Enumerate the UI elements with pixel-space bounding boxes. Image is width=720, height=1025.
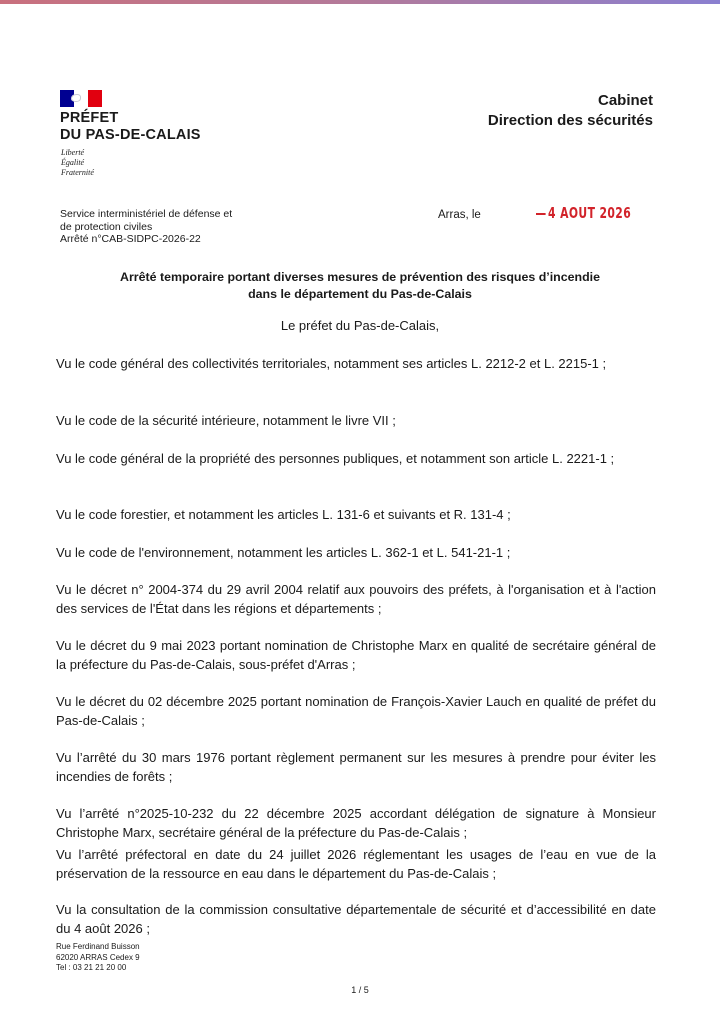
title-line: dans le département du Pas-de-Calais: [248, 287, 472, 301]
prefet-name-line: PRÉFET: [60, 110, 119, 126]
republic-motto: [61, 148, 94, 178]
footer-address: [56, 942, 140, 974]
motto-fraternite: Fraternité: [61, 168, 94, 177]
date-stamp: [536, 204, 631, 222]
visa-paragraph: Vu le code général des collectivités territoriales, notamment ses articles L. 2212-2 et L. 2215-1 ;: [56, 356, 607, 371]
address-phone: Tel : 03 21 21 20 00: [56, 963, 127, 972]
title-line: Arrêté temporaire portant diverses mesures de prévention des risques d’incendie: [120, 270, 600, 284]
document-title: [80, 269, 640, 303]
visa-paragraph: Vu l’arrêté du 30 mars 1976 portant règlement permanent sur les mesures à prendre pour éviter les incendies de forêts ;: [56, 750, 656, 784]
cabinet-label: Cabinet: [597, 92, 653, 109]
stamp-dash-icon: [536, 213, 546, 215]
visa-paragraph: Vu le code de la sécurité intérieure, notamment le livre VII ;: [56, 413, 396, 428]
visa-paragraph: Vu la consultation de la commission consultative départementale de sécurité et d’accessibilité en date du 4 août 2026 ;: [56, 902, 656, 936]
address-line: 62020 ARRAS Cedex 9: [56, 952, 140, 962]
prefet-line: Le préfet du Pas-de-Calais,: [280, 318, 440, 333]
visa-paragraph: Vu le code général de la propriété des personnes publiques, et notamment son article L. 2221-1 ;: [56, 451, 615, 466]
prefet-name-line: DU PAS-DE-CALAIS: [60, 127, 201, 143]
office-heading: [488, 91, 653, 131]
arrete-number: Arrêté n°CAB-SIDPC-2026-22: [60, 233, 201, 245]
stamp-date-text: 4 AOUT 2026: [548, 204, 632, 222]
address-line: Rue Ferdinand Buisson: [56, 942, 140, 951]
service-line: de protection civiles: [60, 220, 153, 233]
direction-label: Direction des sécurités: [487, 112, 653, 129]
visa-paragraph: Vu le décret du 02 décembre 2025 portant nomination de François-Xavier Lauch en qualité de préfet du Pas-de-Calais ;: [56, 694, 656, 728]
visa-paragraph: Vu le décret n° 2004-374 du 29 avril 2004 relatif aux pouvoirs des préfets, à l'organisation et à l'action des services de l'État dans les régions et départements ;: [56, 582, 656, 616]
visa-paragraph: Vu l’arrêté n°2025-10-232 du 22 décembre 2025 accordant délégation de signature à Monsieur Christophe Marx, secrétaire général de la préfecture du Pas-de-Calais ;: [56, 806, 656, 840]
visa-paragraph: Vu le code de l'environnement, notamment les articles L. 362-1 et L. 541-21-1 ;: [56, 545, 511, 560]
visa-paragraph: Vu le décret du 9 mai 2023 portant nomination de Christophe Marx en qualité de secrétaire général de la préfecture du Pas-de-Calais, sous-préfet d'Arras ;: [56, 638, 656, 672]
top-accent-bar: [0, 0, 720, 4]
service-line: Service interministériel de défense et: [60, 208, 233, 220]
visa-paragraph: Vu l’arrêté préfectoral en date du 24 juillet 2026 réglementant les usages de l’eau en vue de la préservation de la ressource en eau dans le département du Pas-de-Calais ;: [56, 847, 656, 881]
page-number: 1 / 5: [351, 985, 369, 995]
marianne-flag-logo: [60, 90, 102, 107]
prefet-name-block: [60, 110, 201, 144]
motto-liberte: Liberté: [61, 148, 85, 157]
service-block: [60, 208, 232, 246]
place-label: Arras, le: [438, 209, 481, 221]
visa-paragraph: Vu le code forestier, et notamment les articles L. 131-6 et suivants et R. 131-4 ;: [56, 507, 511, 522]
motto-egalite: Égalité: [61, 158, 85, 167]
